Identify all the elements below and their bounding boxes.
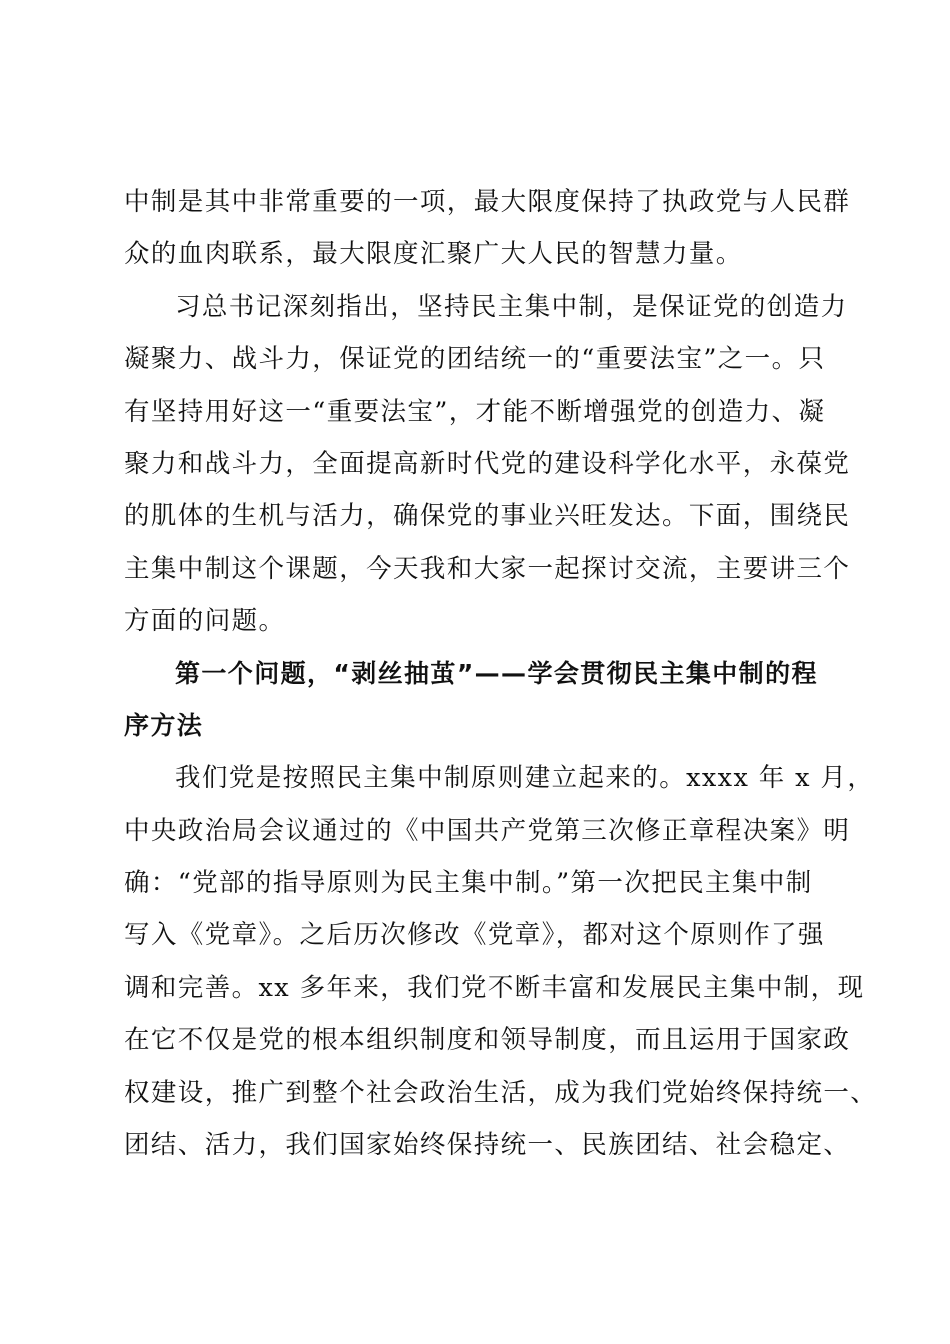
- text-line: 习总书记深刻指出，坚持民主集中制，是保证党的创造力: [175, 291, 848, 322]
- text-line: 有坚持用好这一“重要法宝”，才能不断增强党的创造力、凝: [124, 396, 826, 427]
- text-line: 在它不仅是党的根本组织制度和领导制度，而且运用于国家政: [124, 1025, 851, 1056]
- text-line: 中央政治局会议通过的《中国共产党第三次修正章程决案》明: [124, 815, 851, 846]
- paragraph-introduction: [124, 281, 851, 648]
- paragraph-section-body: [124, 752, 878, 1171]
- paragraph-continuation: [124, 176, 851, 281]
- text-line: 确：“党部的指导原则为民主集中制。”第一次把民主集中制: [124, 868, 813, 899]
- text-line: 的肌体的生机与活力，确保党的事业兴旺发达。下面，围绕民: [124, 501, 851, 532]
- text-line: 权建设，推广到整个社会政治生活，成为我们党始终保持统一、: [124, 1077, 878, 1108]
- text-line: 中制是其中非常重要的一项，最大限度保持了执政党与人民群: [124, 187, 851, 217]
- text-line: 凝聚力、战斗力，保证党的团结统一的“重要法宝”之一。只: [124, 344, 826, 375]
- text-line: 方面的问题。: [124, 606, 286, 637]
- text-line: 调和完善。xx 多年来，我们党不断丰富和发展民主集中制，现: [124, 972, 865, 1003]
- text-line: 聚力和战斗力，全面提高新时代党的建设科学化水平，永葆党: [124, 448, 851, 479]
- heading-line: 第一个问题，“剥丝抽茧”——学会贯彻民主集中制的程: [175, 658, 818, 688]
- section-heading: [124, 648, 836, 753]
- text-line: 团结、活力，我们国家始终保持统一、民族团结、社会稳定、: [124, 1130, 851, 1161]
- document-body: [124, 176, 878, 1171]
- text-line: 主集中制这个课题，今天我和大家一起探讨交流，主要讲三个: [124, 553, 851, 584]
- text-line: 写入《党章》。之后历次修改《党章》，都对这个原则作了强: [124, 920, 825, 951]
- text-line: 众的血肉联系，最大限度汇聚广大人民的智慧力量。: [124, 239, 743, 270]
- heading-line: 序方法: [124, 710, 204, 740]
- text-line: 我们党是按照民主集中制原则建立起来的。xxxx 年 x 月，: [175, 763, 875, 794]
